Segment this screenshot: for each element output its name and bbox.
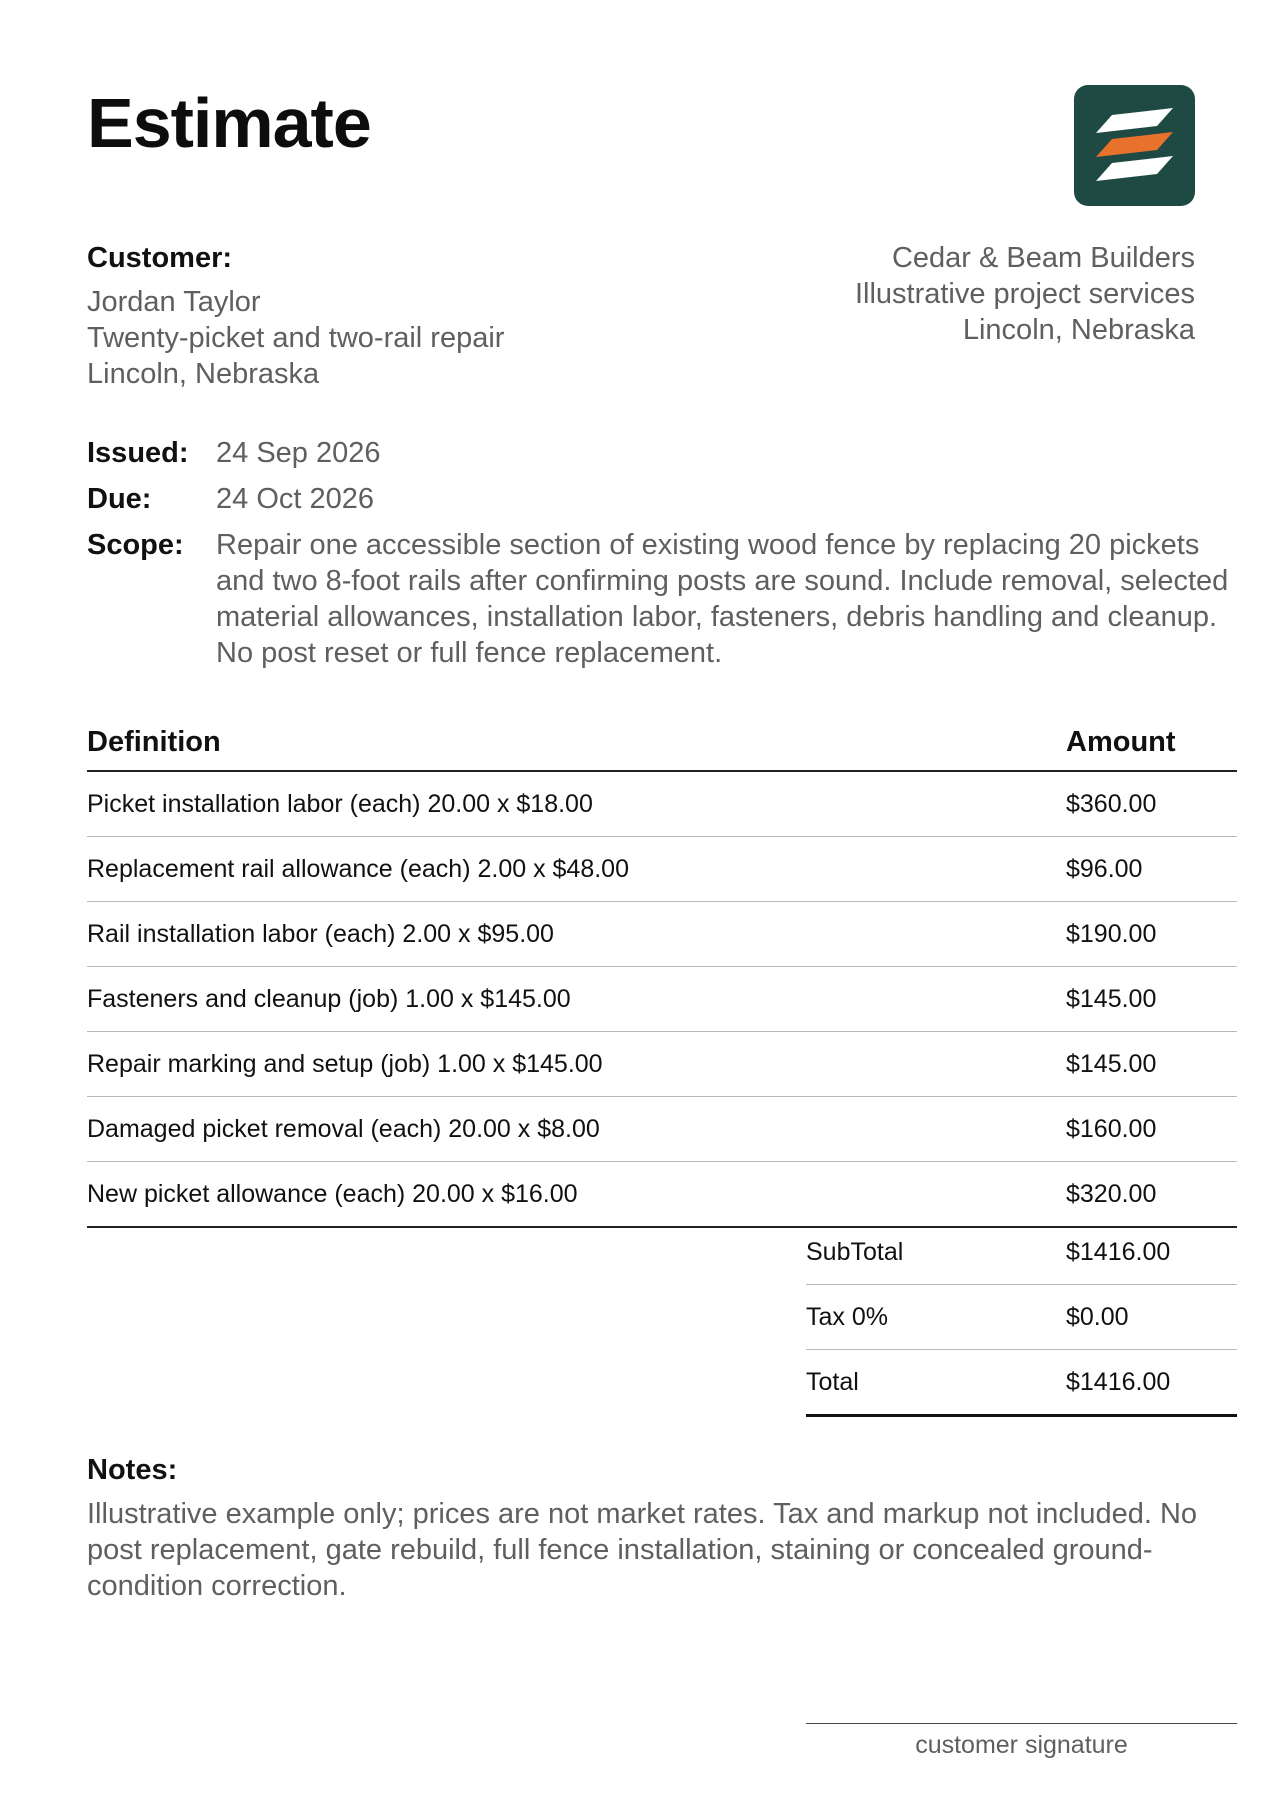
scope-row (87, 527, 1237, 671)
table-row (87, 837, 1237, 902)
issued-date: 24 Sep 2026 (216, 437, 381, 469)
tax-value: $0.00 (1066, 1302, 1129, 1331)
company-block (855, 240, 1195, 348)
item-amount: $160.00 (1066, 1114, 1157, 1143)
notes-text: Illustrative example only; prices are not market rates. Tax and markup not included. No post replacement, gate rebuild, full fence installation, staining or concealed ground-condition correction. (87, 1498, 1198, 1602)
customer-location: Lincoln, Nebraska (87, 358, 320, 390)
stacked-planks-logo-icon (1074, 85, 1195, 206)
item-definition: Picket installation labor (each) 20.00 x $18.00 (87, 789, 593, 818)
signature-line (806, 1723, 1237, 1724)
totals-table (806, 1220, 1237, 1417)
amount-column-header: Amount (1066, 726, 1176, 758)
subtotal-row (806, 1220, 1237, 1285)
notes-block (87, 1452, 1207, 1604)
company-tagline: Illustrative project services (854, 278, 1195, 310)
total-label: Total (806, 1367, 859, 1396)
table-row (87, 967, 1237, 1032)
due-row (87, 481, 1237, 517)
item-definition: Damaged picket removal (each) 20.00 x $8.00 (87, 1114, 600, 1143)
item-definition: Repair marking and setup (job) 1.00 x $145.00 (87, 1049, 603, 1078)
item-amount: $190.00 (1066, 919, 1157, 948)
item-definition: Replacement rail allowance (each) 2.00 x $48.00 (87, 854, 629, 883)
due-label: Due: (87, 483, 152, 515)
estimate-meta (87, 435, 1237, 681)
total-value: $1416.00 (1066, 1367, 1171, 1396)
table-row (87, 1162, 1237, 1228)
item-definition: Rail installation labor (each) 2.00 x $95.00 (87, 919, 554, 948)
notes-label: Notes: (87, 1454, 178, 1486)
customer-name: Jordan Taylor (87, 286, 261, 318)
tax-row (806, 1285, 1237, 1350)
item-definition: New picket allowance (each) 20.00 x $16.00 (87, 1179, 578, 1208)
signature-caption: customer signature (915, 1731, 1128, 1759)
company-location: Lincoln, Nebraska (962, 314, 1195, 346)
item-definition: Fasteners and cleanup (job) 1.00 x $145.00 (87, 984, 571, 1013)
due-date: 24 Oct 2026 (216, 483, 374, 515)
table-row (87, 772, 1237, 837)
document-title: Estimate (87, 84, 371, 162)
table-header (87, 726, 1237, 772)
customer-project: Twenty-picket and two-rail repair (87, 322, 505, 354)
tax-label: Tax 0% (806, 1302, 888, 1331)
total-row (806, 1350, 1237, 1417)
definition-column-header: Definition (87, 726, 221, 758)
item-amount: $145.00 (1066, 984, 1157, 1013)
table-row (87, 1097, 1237, 1162)
company-name: Cedar & Beam Builders (891, 242, 1195, 274)
issued-label: Issued: (87, 437, 189, 469)
item-amount: $360.00 (1066, 789, 1157, 818)
scope-text: Repair one accessible section of existing wood fence by replacing 20 pickets and two 8-foot rails after confirming posts are sound. Include removal, selected material allowances, installation labor, fasteners, debris handling and cleanup. No post reset or full fence replacement. (216, 529, 1229, 669)
issued-row (87, 435, 1237, 471)
customer-label: Customer: (87, 242, 233, 274)
subtotal-value: $1416.00 (1066, 1237, 1171, 1266)
item-amount: $320.00 (1066, 1179, 1157, 1208)
line-items-table (87, 726, 1237, 1228)
item-amount: $145.00 (1066, 1049, 1157, 1078)
customer-block (87, 240, 504, 392)
item-amount: $96.00 (1066, 854, 1143, 883)
scope-label: Scope: (87, 529, 184, 561)
subtotal-label: SubTotal (806, 1237, 904, 1266)
table-row (87, 1032, 1237, 1097)
table-row (87, 902, 1237, 967)
